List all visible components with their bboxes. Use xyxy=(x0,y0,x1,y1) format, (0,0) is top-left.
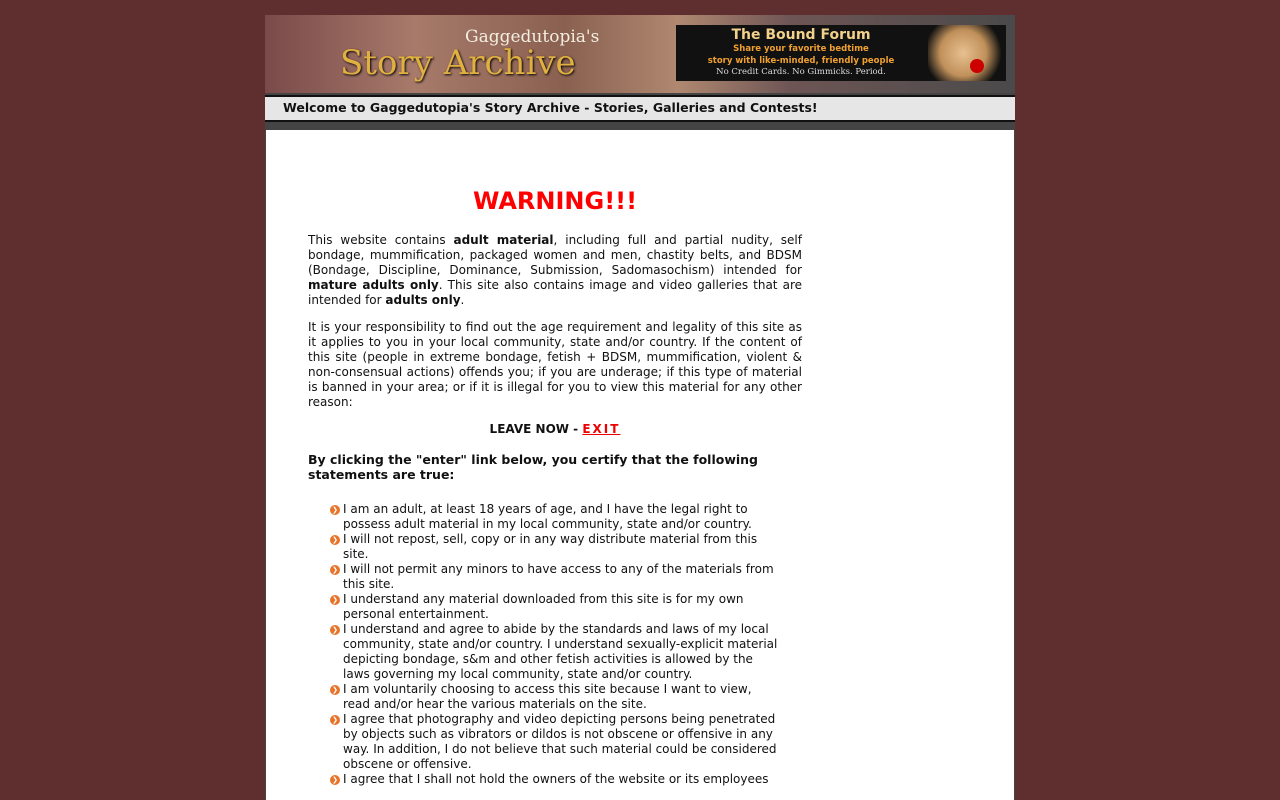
bullet-arrow-icon: ❯ xyxy=(330,535,340,545)
warning-title: WARNING!!! xyxy=(472,187,638,215)
bullet-arrow-icon: ❯ xyxy=(330,505,340,515)
certify-heading: By clicking the "enter" link below, you certify that the following statements are true: xyxy=(308,452,759,482)
leave-label: LEAVE NOW - xyxy=(489,422,583,436)
statement-item xyxy=(330,562,780,592)
text: . xyxy=(460,293,465,307)
bullet-arrow-icon: ❯ xyxy=(330,775,340,785)
statement-text: I will not repost, sell, copy or in any way distribute material from this site. xyxy=(343,532,758,561)
exit-link[interactable]: EXIT xyxy=(582,422,621,436)
statement-item xyxy=(330,532,780,562)
statement-item xyxy=(330,772,780,787)
statement-text: I am an adult, at least 18 years of age, and I have the legal right to possess adult material in my local community, state and/or country. xyxy=(343,502,752,531)
text: , including full and partial nudity, self bondage, mummification, packaged women and men, chastity belts, and BDSM (Bondage, Discipline, Dominance, Submission, Sadomasochism) intended for xyxy=(308,233,802,277)
statement-list xyxy=(330,502,780,787)
text: . This site also contains image and video galleries that are intended for xyxy=(308,278,802,307)
bullet-arrow-icon: ❯ xyxy=(330,625,340,635)
emphasis: mature adults only xyxy=(308,278,439,292)
statement-text: I am voluntarily choosing to access this site because I want to view, read and/or hear the various materials on the site. xyxy=(343,682,752,711)
bound-forum-ad[interactable] xyxy=(676,25,1006,81)
statement-item xyxy=(330,592,780,622)
bullet-arrow-icon: ❯ xyxy=(330,565,340,575)
bullet-arrow-icon: ❯ xyxy=(330,685,340,695)
statement-item xyxy=(330,712,780,772)
statement-text: I agree that photography and video depicting persons being penetrated by objects such as vibrators or dildos is not obscene or offensive in any way. In addition, I do not believe that such material could be considered obscene or offensive. xyxy=(343,712,777,771)
site-banner[interactable] xyxy=(265,15,1015,93)
welcome-bar xyxy=(265,95,1015,122)
text: This website contains xyxy=(308,233,454,247)
ad-title: The Bound Forum xyxy=(731,27,871,43)
ad-line2: story with like-minded, friendly people xyxy=(707,56,895,66)
logo-small-text: Gaggedutopia's xyxy=(465,27,600,47)
warning-paragraph-1 xyxy=(308,233,802,308)
statement-item xyxy=(330,622,780,682)
content-area xyxy=(266,130,1014,800)
logo-title: Story Archive xyxy=(340,43,576,83)
ad-line1: Share your favorite bedtime xyxy=(733,44,869,54)
emphasis: adults only xyxy=(385,293,461,307)
bullet-arrow-icon: ❯ xyxy=(330,715,340,725)
leave-now xyxy=(308,422,802,437)
statement-text: I will not permit any minors to have access to any of the materials from this site. xyxy=(343,562,774,591)
warning-paragraph-2: It is your responsibility to find out the age requirement and legality of this site as it applies to you in your local community, state and/or country. If the content of this site (people in extreme bondage, fetish + BDSM, mummification, violent & non-consensual actions) offends you; if you are underage; if this type of material is banned in your area; or if it is illegal for you to view this material for any other reason: xyxy=(308,320,802,409)
page-container xyxy=(265,15,1015,800)
statement-item xyxy=(330,502,780,532)
bullet-arrow-icon: ❯ xyxy=(330,595,340,605)
ad-image xyxy=(928,25,1006,81)
statement-item xyxy=(330,682,780,712)
emphasis: adult material xyxy=(453,233,554,247)
welcome-text: Welcome to Gaggedutopia's Story Archive - Stories, Galleries and Contests! xyxy=(283,100,818,115)
statement-text: I agree that I shall not hold the owners of the website or its employees xyxy=(343,772,769,786)
statement-text: I understand any material downloaded from this site is for my own personal entertainment. xyxy=(343,592,744,621)
ad-line3: No Credit Cards. No Gimmicks. Period. xyxy=(716,67,886,77)
statement-text: I understand and agree to abide by the standards and laws of my local community, state and/or country. I understand sexually-explicit material depicting bondage, s&m and other fetish activities is allowed by the laws governing my local community, state and/or country. xyxy=(343,622,778,681)
